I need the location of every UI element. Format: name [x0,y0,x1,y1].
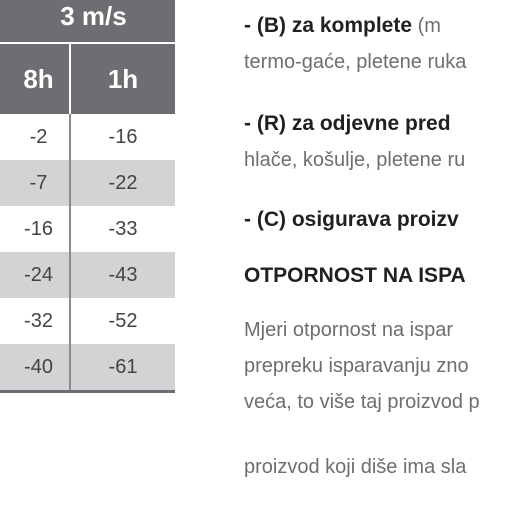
table-cell: -16 [24,217,53,240]
item-r-label: - (R) za odjevne pred [244,112,451,135]
table-row [0,344,175,390]
wind-chill-table [0,0,175,393]
table-cell: -61 [69,344,175,390]
table-cell: -7 [29,171,48,194]
table-cell: -22 [69,160,175,206]
table-bottom-rule [0,390,175,393]
paragraph-line: veća, to više taj proizvod p [244,391,480,413]
table-cell: -43 [69,252,175,298]
wind-speed-header: 3 m/s [0,0,175,44]
table-row [0,114,175,160]
item-b-line2: termo-gaće, pletene ruka [244,51,467,73]
table-row [0,206,175,252]
table-row [0,252,175,298]
table-row [0,160,175,206]
table-cell: -40 [24,355,53,378]
table-cell: -2 [29,125,48,148]
header-cell-1h: 1h [69,44,175,114]
item-b-label: - (B) za komplete [244,14,413,37]
paragraph-line: proizvod koji diše ima sla [244,456,467,478]
header-cell-8h: 8h [23,63,54,94]
table-cell: -24 [24,263,53,286]
item-b [244,14,441,38]
table-cell: -52 [69,298,175,344]
item-b-rest: (m [412,15,441,37]
table-cell: -16 [69,114,175,160]
table-cell: -33 [69,206,175,252]
paragraph-line: prepreku isparavanju zno [244,355,469,377]
table-cell: -32 [24,309,53,332]
table-header-row [0,44,175,114]
item-r-line2: hlače, košulje, pletene ru [244,149,466,171]
item-c-label: - (C) osigurava proizv [244,208,459,231]
paragraph-line: Mjeri otpornost na ispar [244,319,453,341]
section-heading: OTPORNOST NA ISPA [244,264,466,287]
table-row [0,298,175,344]
